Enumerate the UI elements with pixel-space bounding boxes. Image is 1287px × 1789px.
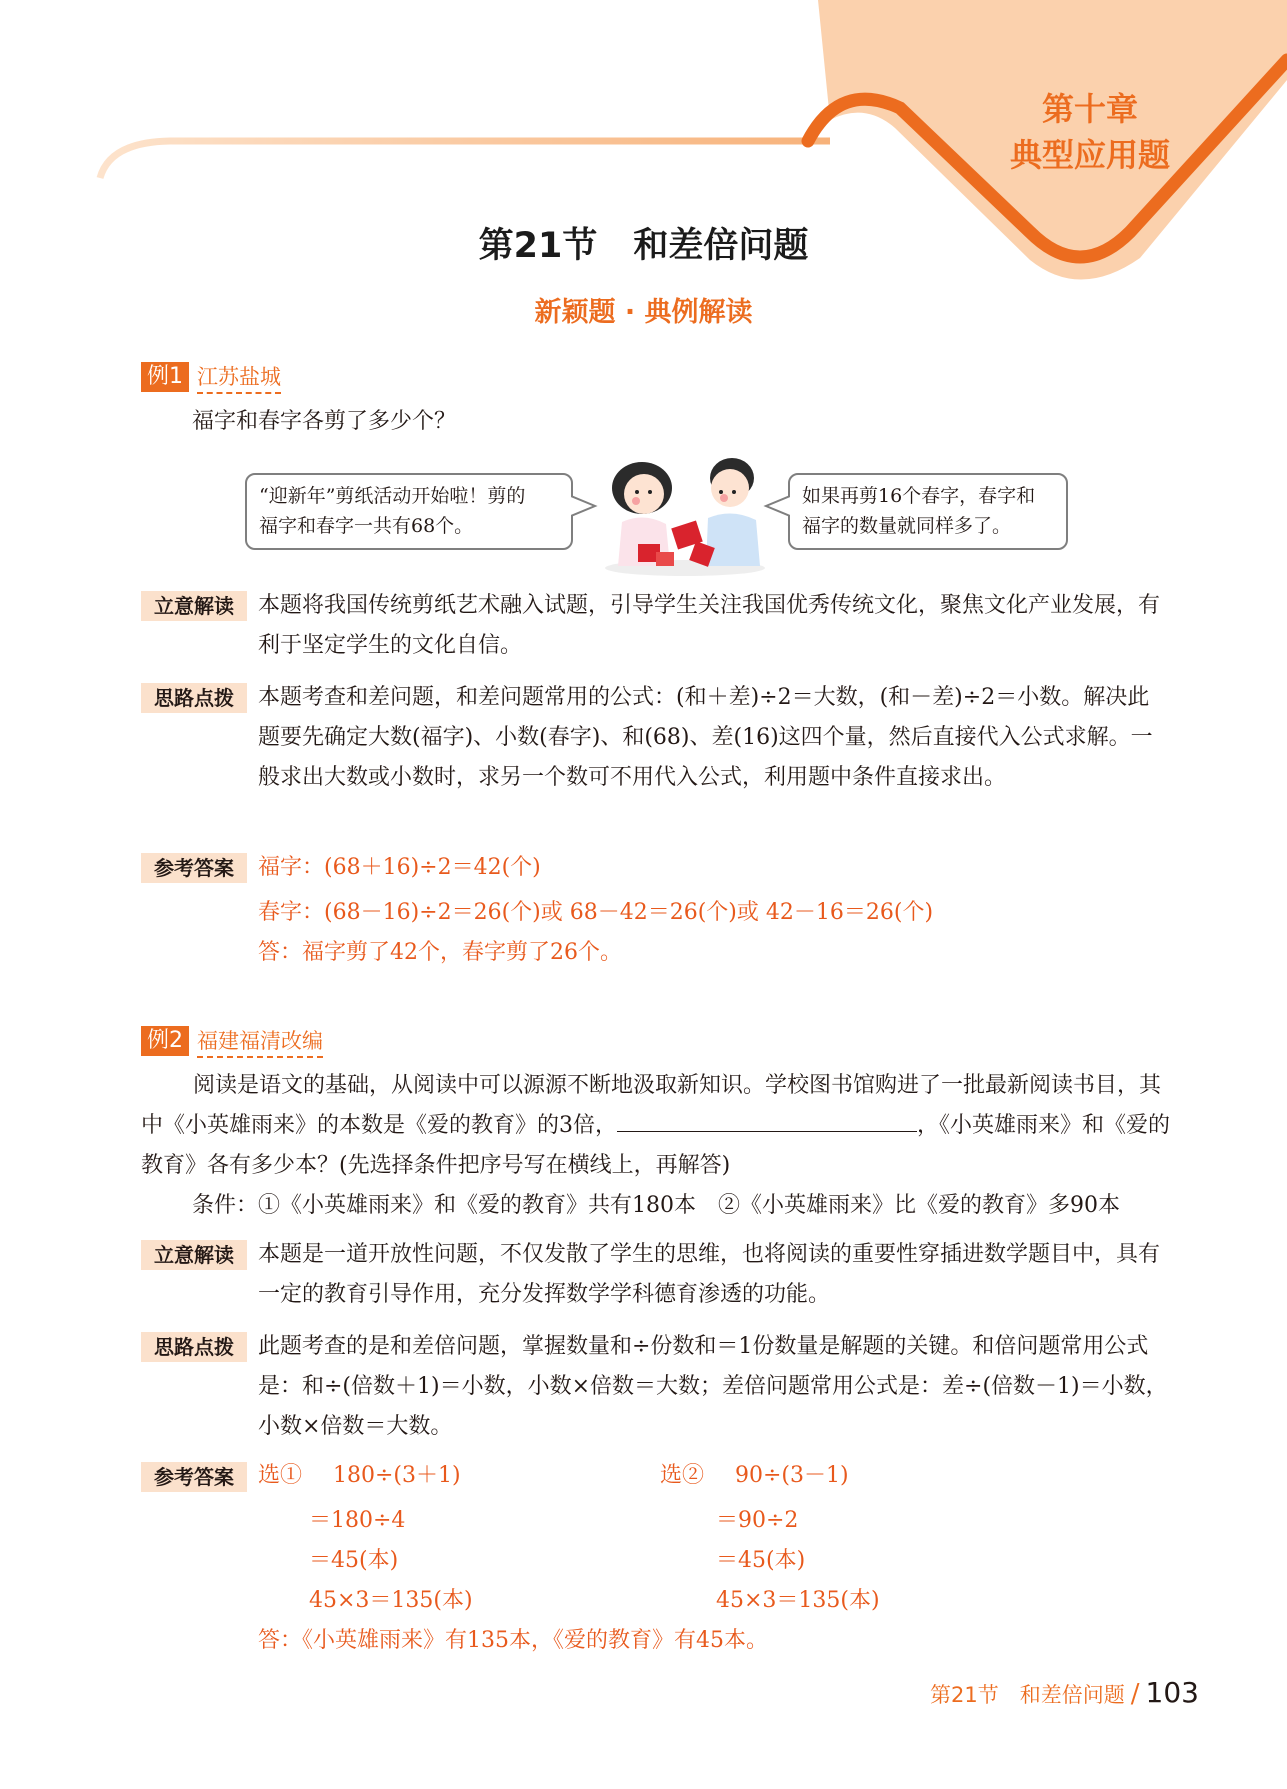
bubble-right-line1: 如果再剪16个春字，春字和: [802, 485, 1036, 507]
example2-conditions: 条件：①《小英雄雨来》和《爱的教育》共有180本 ②《小英雄雨来》比《爱的教育》多90本: [192, 1193, 1120, 1218]
option1-line3: ＝45(本): [309, 1548, 399, 1573]
example2-final-answer: 答：《小英雄雨来》有135本，《爱的教育》有45本。: [258, 1628, 768, 1653]
option2-line2: ＝90÷2: [716, 1508, 799, 1533]
example1-intent-label: 立意解读: [141, 591, 247, 621]
option2-label: 选②: [660, 1463, 705, 1488]
section-subtitle: 新颖题 · 典例解读: [534, 297, 753, 328]
footer-divider: /: [1130, 1679, 1140, 1709]
example1-answer-line2: 春字：(68－16)÷2＝26(个)或 68－42＝26(个)或 42－16＝26(个): [258, 900, 934, 925]
example1-source: 江苏盐城: [197, 361, 281, 394]
section-name: 和差倍问题: [633, 226, 809, 266]
example1-badge: [141, 362, 281, 392]
bubble-left-line2: 福字和春字一共有68个。: [259, 515, 474, 537]
option1-line1: 180÷(3＋1): [333, 1463, 461, 1488]
example2-idea-text: 此题考查的是和差倍问题，掌握数量和÷份数和＝1份数量是解题的关键。和倍问题常用公式是：和÷(倍数＋1)＝小数，小数×倍数＝大数；差倍问题常用公式是：差÷(倍数－1)＝小数，小数×倍数＝大数。: [258, 1334, 1168, 1439]
page-number: 103: [1145, 1676, 1199, 1709]
bubble-left-tail: [571, 492, 599, 522]
example2-number: 例2: [141, 1026, 189, 1056]
chapter-name: 典型应用题: [1009, 136, 1170, 174]
example2-answer-label: 参考答案: [141, 1462, 247, 1492]
example1-answer-line1: 福字：(68＋16)÷2＝42(个): [258, 855, 541, 880]
children-papercut-illustration: [600, 448, 770, 578]
example2-idea-label: 思路点拨: [141, 1332, 247, 1362]
chapter-title: [980, 86, 1200, 178]
example2-question: [141, 1066, 1171, 1186]
option1-label: 选①: [258, 1463, 303, 1488]
section-number: 第21节: [478, 226, 598, 266]
header-arc: [100, 141, 830, 178]
chapter-number: 第十章: [1041, 90, 1138, 128]
speech-bubble-left: [245, 473, 573, 550]
example2-source: 福建福清改编: [197, 1025, 323, 1058]
example2-question-part1: 阅读是语文的基础，从阅读中可以源源不断地汲取新知识。学校图书馆购进了一批最新阅读书目，其中《小英雄雨来》的本数是《爱的教育》的3倍，: [141, 1073, 1162, 1138]
example2-badge: [141, 1026, 323, 1056]
example1-idea-label: 思路点拨: [141, 683, 247, 713]
bubble-right-line2: 福字的数量就同样多了。: [802, 515, 1012, 537]
option2-line1: 90÷(3－1): [735, 1463, 849, 1488]
option1-line2: ＝180÷4: [309, 1508, 406, 1533]
example1-question: 福字和春字各剪了多少个？: [192, 409, 457, 434]
section-title: [0, 218, 1287, 268]
bubble-left-line1: “迎新年”剪纸活动开始啦！剪的: [259, 485, 526, 507]
example1-number: 例1: [141, 362, 189, 392]
example2-intent-label: 立意解读: [141, 1240, 247, 1270]
example1-answer-label: 参考答案: [141, 853, 247, 883]
example1-intent-text: 本题将我国传统剪纸艺术融入试题，引导学生关注我国优秀传统文化，聚焦文化产业发展，有利于坚定学生的文化自信。: [258, 593, 1161, 658]
option1-line4: 45×3＝135(本): [309, 1588, 473, 1613]
example1-answer-line3: 答：福字剪了42个，春字剪了26个。: [258, 940, 622, 965]
option2-line4: 45×3＝135(本): [716, 1588, 880, 1613]
bubble-right-tail: [762, 492, 790, 522]
example1-idea-text: 本题考查和差问题，和差问题常用的公式：(和＋差)÷2＝大数，(和－差)÷2＝小数。解决此题要先确定大数(福字)、小数(春字)、和(68)、差(16)这四个量，然后直接代入公式求解。一般求出大数或小数时，求另一个数可不用代入公式，利用题中条件直接求出。: [258, 685, 1153, 790]
speech-bubble-right: [788, 473, 1068, 550]
answer-blank[interactable]: [617, 1109, 917, 1132]
example2-intent-text: 本题是一道开放性问题，不仅发散了学生的思维，也将阅读的重要性穿插进数学题目中，具有一定的教育引导作用，充分发挥数学学科德育渗透的功能。: [258, 1242, 1161, 1307]
option2-line3: ＝45(本): [716, 1548, 806, 1573]
page-footer: [930, 1676, 1199, 1709]
example2-question-part2: ，《小英雄雨来》和《爱的教育》各有多少本？(先选择条件把序号写在横线上，再解答): [141, 1113, 1171, 1178]
footer-section: 第21节 和差倍问题: [930, 1683, 1125, 1707]
